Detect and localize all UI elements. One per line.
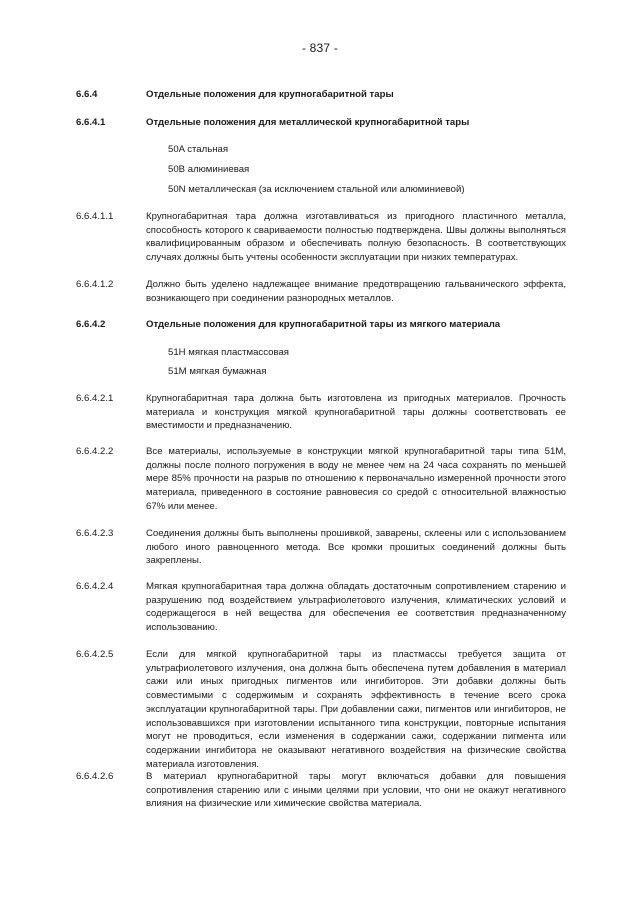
section-number: 6.6.4.1.1	[76, 211, 114, 222]
section-heading: Отдельные положения для крупногабаритной тары из мягкого материала	[146, 319, 501, 330]
section-6-6-4-2-1	[76, 392, 566, 433]
section-number: 6.6.4.2.4	[76, 581, 114, 592]
section-6-6-4-2-3	[76, 527, 566, 568]
section-text: Соединения должны быть выполнены прошивкой, заварены, склеены или с использованием любого иного равноценного метода. Все кромки прошитых соединений должны быть закреплены.	[146, 528, 566, 567]
section-number: 6.6.4.2.5	[76, 649, 114, 660]
section-text: В материал крупногабаритной тары могут включаться добавки для повышения сопротивления старению или с иными целями при условии, что они не окажут негативного влияния на физические или химические свойства материала.	[146, 771, 566, 810]
section-text: Если для мягкой крупногабаритной тары из пластмассы требуется защита от ультрафиолетового излучения, она должна быть обеспечена путем добавления в материал сажи или иных пригодных пигментов или ингибиторов. Эти добавки должны быть совместимыми с содержимым и сохранять эффективность в течение всего срока эксплуатации крупногабаритной тары. При добавлении сажи, пигментов или ингибиторов, не использовавшихся при изготовлении испытанного типа конструкции, повторные испытания могут не проводиться, если изменения в содержании сажи, содержании пигмента или содержании ингибитора не оказывают негативного воздействия на физические свойства материала изготовления.	[146, 649, 566, 770]
section-number: 6.6.4.1	[76, 117, 106, 128]
section-text: Должно быть уделено надлежащее внимание предотвращению гальванического эффекта, возникающего при соединении разнородных металлов.	[146, 279, 566, 304]
code-value: 51M	[168, 366, 187, 377]
section-number: 6.6.4.2.1	[76, 393, 114, 404]
code-label: мягкая пластмассовая	[188, 347, 289, 358]
section-number: 6.6.4.1.2	[76, 279, 114, 290]
section-6-6-4-1-1	[76, 210, 566, 265]
section-6-6-4-2-5	[76, 648, 566, 771]
code-value: 50A	[168, 144, 185, 155]
section-number: 6.6.4.2.6	[76, 771, 114, 782]
code-label: мягкая бумажная	[189, 366, 267, 377]
section-6-6-4	[76, 88, 566, 102]
section-heading: Отдельные положения для металлической крупногабаритной тары	[146, 117, 470, 128]
section-6-6-4-2	[76, 318, 566, 332]
section-text: Все материалы, используемые в конструкции мягкой крупногабаритной тары типа 51M, должны после полного погружения в воду не менее чем на 24 часа сохранять по меньшей мере 85% прочности на разрыв по отношению к первоначально измеренной прочности этого материала, приведенного в состояние равновесия со средой с относительной влажностью 67% или менее.	[146, 446, 566, 512]
code-label: стальная	[187, 144, 229, 155]
section-number: 6.6.4.2.2	[76, 446, 114, 457]
section-text: Крупногабаритная тара должна быть изготовлена из пригодных материалов. Прочность материала и конструкция мягкой крупногабаритной тары должны соответствовать ее вместимости и предназначению.	[146, 393, 566, 432]
section-number: 6.6.4.2	[76, 319, 106, 330]
code-item	[168, 365, 266, 379]
code-value: 50B	[168, 164, 186, 175]
section-6-6-4-2-6	[76, 770, 566, 811]
code-item	[168, 163, 249, 177]
section-6-6-4-2-2	[76, 445, 566, 514]
section-6-6-4-1-2	[76, 278, 566, 305]
code-value: 50N	[168, 184, 186, 195]
code-label: алюминиевая	[187, 164, 250, 175]
code-item	[168, 183, 465, 197]
section-number: 6.6.4.2.3	[76, 528, 114, 539]
section-number: 6.6.4	[76, 89, 98, 100]
code-value: 51H	[168, 347, 186, 358]
code-item	[168, 346, 289, 360]
section-6-6-4-1	[76, 116, 566, 130]
code-label: металлическая (за исключением стальной или алюминиевой)	[188, 184, 465, 195]
section-6-6-4-2-4	[76, 580, 566, 635]
section-text: Мягкая крупногабаритная тара должна обладать достаточным сопротивлением старению и разрушению под воздействием ультрафиолетового излучения, климатических условий и содержащегося в ней вещества для обеспечения ее соответствия предназначенному использованию.	[146, 581, 566, 634]
section-heading: Отдельные положения для крупногабаритной тары	[146, 89, 394, 100]
code-item	[168, 143, 228, 157]
page-number: - 837 -	[301, 41, 339, 55]
section-text: Крупногабаритная тара должна изготавливаться из пригодного пластичного металла, способность которого к свариваемости полностью подтверждена. Швы должны выполняться квалифицированным образом и обеспечивать полную безопасность. В соответствующих случаях должны быть учтены особенности эксплуатации при низких температурах.	[146, 211, 566, 264]
